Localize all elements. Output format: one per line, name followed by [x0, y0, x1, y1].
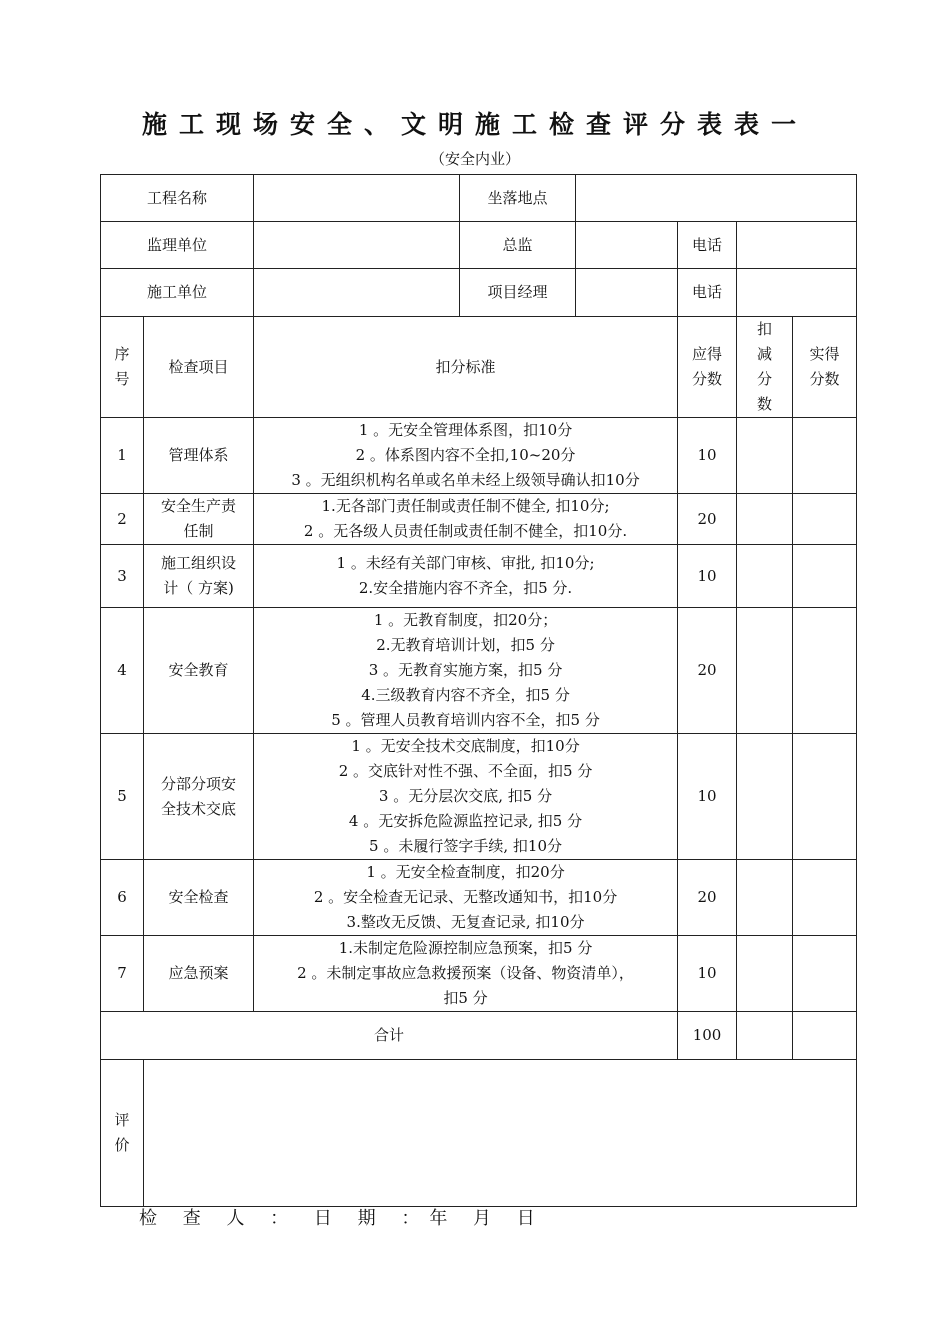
header-row — [101, 317, 857, 418]
total-due-score: 100 — [678, 1012, 737, 1060]
table-row — [101, 734, 857, 860]
criteria-line: 3.整改无反馈、无复查记录, 扣10分 — [346, 913, 585, 931]
row-seq: 3 — [101, 545, 144, 608]
row-due-score: 10 — [678, 936, 737, 1012]
header-item: 检查项目 — [144, 317, 254, 418]
row-actual-score-cell[interactable] — [793, 860, 857, 936]
inspector-date-line: 检 查 人 ： 日 期 ：年 月 日 — [139, 1208, 545, 1229]
criteria-line: 3 。无分层次交底, 扣5 分 — [378, 787, 553, 805]
criteria-line: 5 。管理人员教育培训内容不全，扣5 分 — [331, 711, 600, 729]
criteria-line: 2 。未制定事故应急救援预案（设备、物资清单）， — [297, 964, 634, 982]
inspection-score-table — [100, 174, 857, 1207]
info-row-supervision — [101, 222, 857, 269]
row-deduct-score-cell[interactable] — [737, 545, 793, 608]
criteria-line: 1 。无安全管理体系图，扣10分 — [358, 421, 573, 439]
row-item: 安全生产责 任制 — [144, 494, 254, 545]
phone-label-2: 电话 — [678, 269, 737, 317]
table-row — [101, 494, 857, 545]
row-seq: 7 — [101, 936, 144, 1012]
total-actual-score-cell[interactable] — [793, 1012, 857, 1060]
table-row — [101, 608, 857, 734]
row-actual-score-cell[interactable] — [793, 608, 857, 734]
criteria-line: 2 。无各级人员责任制或责任制不健全，扣10分. — [303, 522, 628, 540]
total-label: 合计 — [101, 1012, 678, 1060]
criteria-line: 1 。无安全检查制度，扣20分 — [366, 863, 565, 881]
row-deduct-score-cell[interactable] — [737, 418, 793, 494]
header-seq: 序 号 — [101, 317, 144, 418]
row-criteria — [254, 494, 678, 545]
criteria-line: 1 。无安全技术交底制度，扣10分 — [351, 737, 580, 755]
project-manager-label: 项目经理 — [460, 269, 576, 317]
phone-label-1: 电话 — [678, 222, 737, 269]
row-actual-score-cell[interactable] — [793, 936, 857, 1012]
chief-supervisor-field[interactable] — [576, 222, 678, 269]
phone-field-1[interactable] — [737, 222, 857, 269]
row-item: 安全教育 — [144, 608, 254, 734]
row-item: 应急预案 — [144, 936, 254, 1012]
total-deduct-score-cell[interactable] — [737, 1012, 793, 1060]
row-deduct-score-cell[interactable] — [737, 860, 793, 936]
row-due-score: 20 — [678, 860, 737, 936]
row-deduct-score-cell[interactable] — [737, 734, 793, 860]
criteria-line: 3 。无组织机构名单或名单未经上级领导确认扣10分 — [291, 471, 640, 489]
project-name-label: 工程名称 — [101, 175, 254, 222]
evaluation-row — [101, 1060, 857, 1207]
row-deduct-score-cell[interactable] — [737, 936, 793, 1012]
criteria-line: 2.无教育培训计划，扣5 分 — [376, 636, 555, 654]
project-name-field[interactable] — [254, 175, 460, 222]
row-criteria — [254, 418, 678, 494]
row-actual-score-cell[interactable] — [793, 418, 857, 494]
criteria-line: 1.未制定危险源控制应急预案，扣5 分 — [338, 939, 593, 957]
row-due-score: 10 — [678, 734, 737, 860]
location-field[interactable] — [576, 175, 857, 222]
criteria-line: 4.三级教育内容不齐全，扣5 分 — [361, 686, 570, 704]
header-deduct-score: 扣 减 分 数 — [737, 317, 793, 418]
row-item: 安全检查 — [144, 860, 254, 936]
header-due-score: 应得 分数 — [678, 317, 737, 418]
chief-supervisor-label: 总监 — [460, 222, 576, 269]
criteria-line: 2 。交底针对性不强、不全面，扣5 分 — [338, 762, 593, 780]
row-seq: 1 — [101, 418, 144, 494]
evaluation-label: 评 价 — [101, 1060, 144, 1207]
row-seq: 6 — [101, 860, 144, 936]
header-criteria: 扣分标准 — [254, 317, 678, 418]
info-row-project — [101, 175, 857, 222]
info-row-construction — [101, 269, 857, 317]
evaluation-field[interactable] — [144, 1060, 857, 1207]
table-row — [101, 545, 857, 608]
page-subtitle: （安全内业） — [429, 150, 520, 168]
row-item: 分部分项安 全技术交底 — [144, 734, 254, 860]
row-actual-score-cell[interactable] — [793, 494, 857, 545]
row-seq: 5 — [101, 734, 144, 860]
criteria-line: 2 。安全检查无记录、无整改通知书，扣10分 — [313, 888, 618, 906]
row-seq: 2 — [101, 494, 144, 545]
row-criteria — [254, 936, 678, 1012]
header-actual-score: 实得 分数 — [793, 317, 857, 418]
table-row — [101, 936, 857, 1012]
construction-unit-label: 施工单位 — [101, 269, 254, 317]
row-item: 施工组织设 计（ 方案) — [144, 545, 254, 608]
row-due-score: 10 — [678, 418, 737, 494]
criteria-line: 1 。无教育制度，扣20分； — [373, 611, 558, 629]
total-row — [101, 1012, 857, 1060]
table-row — [101, 418, 857, 494]
criteria-line: 2 。体系图内容不全扣,10~20分 — [355, 446, 576, 464]
row-seq: 4 — [101, 608, 144, 734]
page-title: 施工现场安全、文明施工检查评分表表一 — [141, 110, 808, 139]
row-due-score: 10 — [678, 545, 737, 608]
row-due-score: 20 — [678, 608, 737, 734]
location-label: 坐落地点 — [460, 175, 576, 222]
row-actual-score-cell[interactable] — [793, 545, 857, 608]
criteria-line: 1 。未经有关部门审核、审批, 扣10分; — [336, 554, 595, 572]
criteria-line: 4 。无安拆危险源监控记录, 扣5 分 — [348, 812, 583, 830]
supervision-unit-label: 监理单位 — [101, 222, 254, 269]
criteria-line: 2.安全措施内容不齐全，扣5 分. — [358, 579, 573, 597]
row-deduct-score-cell[interactable] — [737, 608, 793, 734]
row-criteria — [254, 734, 678, 860]
row-item: 管理体系 — [144, 418, 254, 494]
table-row — [101, 860, 857, 936]
supervision-unit-field[interactable] — [254, 222, 460, 269]
criteria-line: 扣5 分 — [443, 989, 488, 1007]
project-manager-field[interactable] — [576, 269, 678, 317]
row-criteria — [254, 860, 678, 936]
row-due-score: 20 — [678, 494, 737, 545]
criteria-line: 1.无各部门责任制或责任制不健全, 扣10分; — [321, 497, 610, 515]
criteria-line: 5 。未履行签字手续, 扣10分 — [369, 837, 562, 855]
criteria-line: 3 。无教育实施方案，扣5 分 — [368, 661, 563, 679]
row-criteria — [254, 608, 678, 734]
row-criteria — [254, 545, 678, 608]
row-deduct-score-cell[interactable] — [737, 494, 793, 545]
construction-unit-field[interactable] — [254, 269, 460, 317]
row-actual-score-cell[interactable] — [793, 734, 857, 860]
phone-field-2[interactable] — [737, 269, 857, 317]
